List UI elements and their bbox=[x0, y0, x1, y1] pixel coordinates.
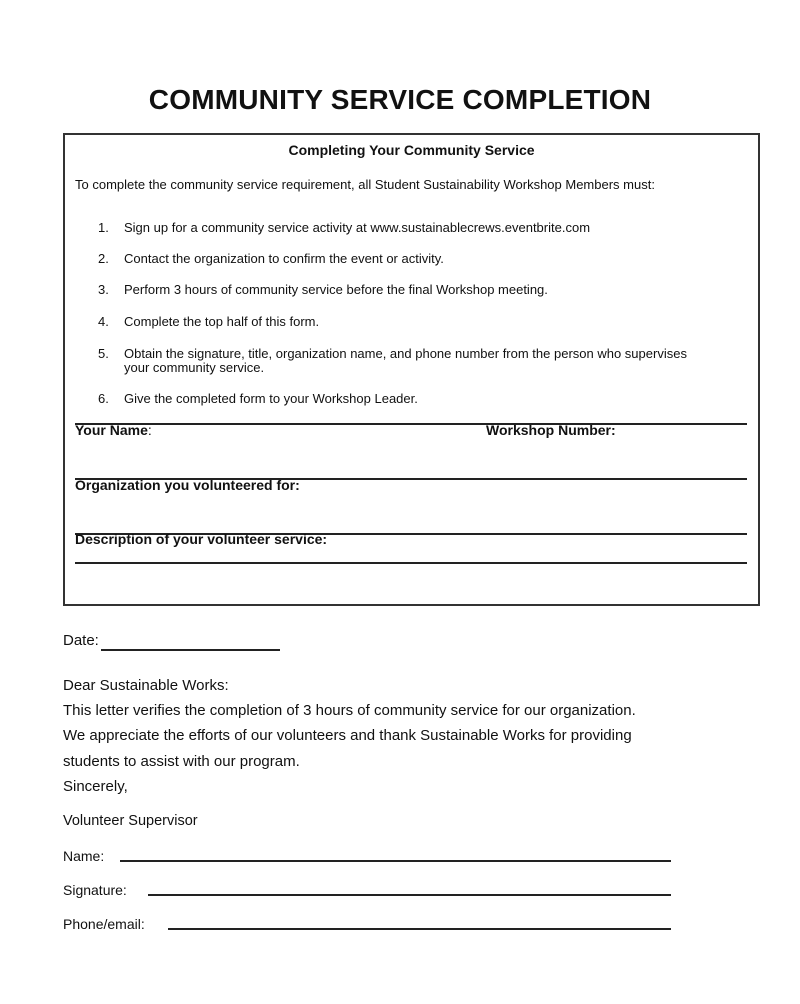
letter-greeting: Dear Sustainable Works: bbox=[63, 677, 229, 694]
letter-line: We appreciate the efforts of our volunteers and thank Sustainable Works for providing bbox=[63, 727, 632, 744]
step-item bbox=[98, 315, 698, 329]
description-label: Description of your volunteer service: bbox=[75, 531, 328, 547]
organization-label: Organization you volunteered for: bbox=[75, 477, 300, 493]
date-field[interactable] bbox=[101, 634, 280, 651]
signature-field[interactable] bbox=[148, 879, 671, 896]
phone-email-field[interactable] bbox=[168, 913, 671, 930]
name-label: Name: bbox=[63, 848, 105, 864]
your-name-label: Your Name: bbox=[75, 422, 152, 438]
your-name-field[interactable] bbox=[75, 423, 747, 425]
step-number: 4. bbox=[98, 314, 109, 329]
step-number: 6. bbox=[98, 391, 109, 406]
step-number: 2. bbox=[98, 251, 109, 266]
step-item bbox=[98, 221, 698, 235]
step-text: Contact the organization to confirm the event or activity. bbox=[124, 251, 444, 266]
name-field[interactable] bbox=[120, 845, 671, 862]
workshop-number-label: Workshop Number: bbox=[486, 422, 616, 438]
step-text: Give the completed form to your Workshop Leader. bbox=[124, 391, 418, 406]
step-number: 3. bbox=[98, 282, 109, 297]
signature-label: Signature: bbox=[63, 882, 127, 898]
intro-text: To complete the community service requirement, all Student Sustainability Workshop Members must: bbox=[75, 177, 655, 192]
step-text: Complete the top half of this form. bbox=[124, 314, 320, 329]
letter-closing: Sincerely, bbox=[63, 778, 128, 795]
box-heading: Completing Your Community Service bbox=[288, 142, 535, 158]
step-item bbox=[98, 392, 698, 406]
step-item bbox=[98, 283, 698, 297]
instructions-box bbox=[63, 133, 760, 606]
phone-email-label: Phone/email: bbox=[63, 916, 145, 932]
step-text: Obtain the signature, title, organization name, and phone number from the person who supervises your community service. bbox=[124, 346, 687, 375]
supervisor-title: Volunteer Supervisor bbox=[63, 813, 198, 829]
step-text: Perform 3 hours of community service before the final Workshop meeting. bbox=[124, 282, 548, 297]
step-number: 5. bbox=[98, 346, 109, 361]
date-label: Date: bbox=[63, 632, 99, 649]
description-field-line-2[interactable] bbox=[75, 562, 747, 564]
step-item bbox=[98, 252, 698, 266]
page-title: COMMUNITY SERVICE COMPLETION bbox=[148, 84, 652, 115]
letter-line: This letter verifies the completion of 3 hours of community service for our organization. bbox=[63, 702, 636, 719]
step-item bbox=[98, 347, 708, 375]
step-number: 1. bbox=[98, 220, 109, 235]
step-text: Sign up for a community service activity at www.sustainablecrews.eventbrite.com bbox=[124, 220, 591, 235]
letter-line: students to assist with our program. bbox=[63, 753, 300, 770]
